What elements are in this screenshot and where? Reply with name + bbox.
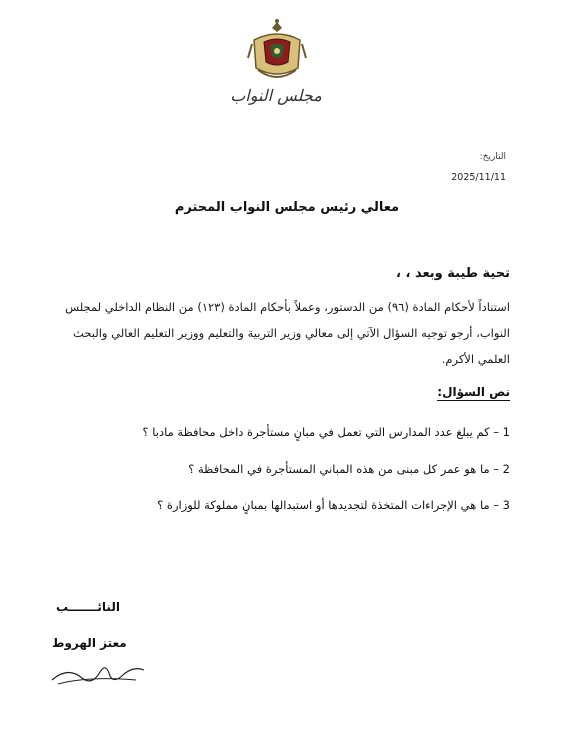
handwritten-signature [48, 658, 148, 688]
institution-name: مجلس النواب [230, 86, 322, 105]
question-item: 3 – ما هي الإجراءات المتخذة لتجديدها أو استبدالها بمبانٍ مملوكة للوزارة ؟ [157, 498, 510, 512]
greeting: تحية طيبة وبعد ، ، [396, 266, 510, 281]
date-value: 2025/11/11 [451, 172, 506, 183]
recipient-line: معالي رئيس مجلس النواب المحترم [174, 200, 400, 215]
question-item: 2 – ما هو عمر كل مبنى من هذه المباني المستأجرة في المحافظة ؟ [188, 462, 510, 476]
signer-name: معتز الهروط [52, 636, 127, 650]
questions-heading: نص السؤال: [437, 385, 510, 399]
question-item: 1 – كم يبلغ عدد المدارس التي تعمل في مبانٍ مستأجرة داخل محافظة مادبا ؟ [142, 425, 510, 439]
date-label: التاريخ: [479, 152, 506, 162]
signer-title: النائـــــــب [56, 600, 120, 614]
body-paragraph: استناداً لأحكام المادة (٩٦) من الدستور، وعملاً بأحكام المادة (١٢٣) من النظام الداخلي لمجلس النواب، أرجو توجيه السؤال الآتي إلى معالي وزير التربية والتعليم ووزير التعليم العالي والبحث العلمي الأكرم. [65, 300, 510, 366]
royal-crest-icon [244, 18, 310, 88]
